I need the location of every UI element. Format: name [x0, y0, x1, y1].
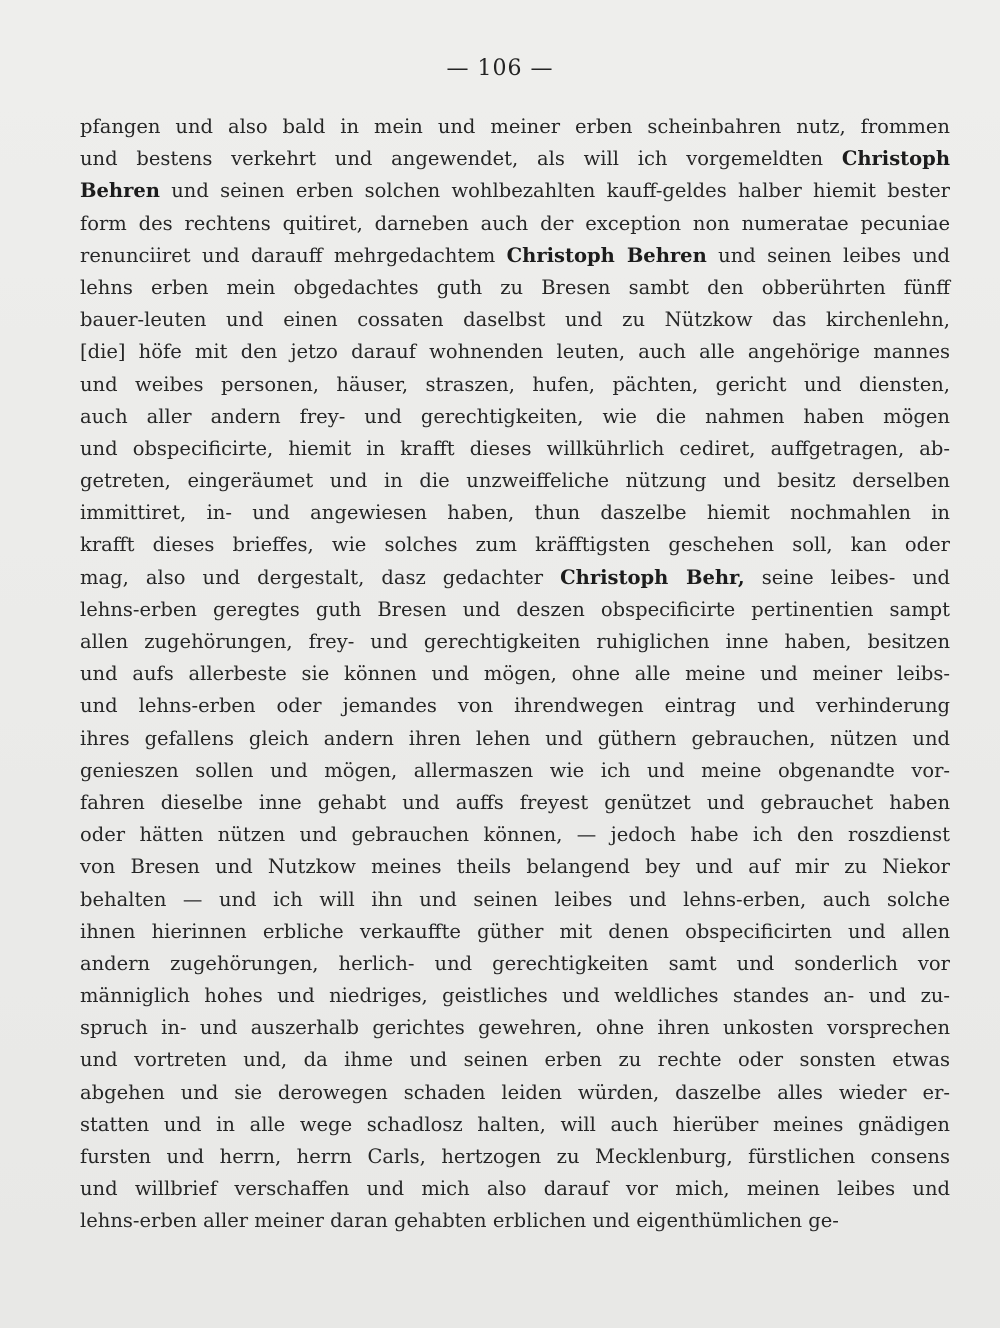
text-line: [80, 1077, 950, 1109]
text-segment: behalten — und ich will ihn und seinen leibes und lehns-erben, auch solche: [80, 887, 950, 911]
text-segment: mag, also und dergestalt, dasz gedachter: [80, 565, 561, 589]
text-line: [80, 1044, 950, 1076]
text-line: [80, 208, 950, 240]
body-text: [80, 111, 950, 1238]
bold-name: Christoph Behren: [506, 243, 707, 267]
text-segment: krafft dieses brieffes, wie solches zum kräfftigsten geschehen soll, kan oder: [80, 533, 950, 557]
text-segment: renunciiret und darauff mehrgedachtem: [80, 243, 507, 267]
text-line: [80, 884, 950, 916]
text-segment: oder hätten nützen und gebrauchen können, — jedoch habe ich den roszdienst: [80, 823, 950, 847]
text-segment: pfangen und also bald in mein und meiner erben scheinbahren nutz, frommen: [80, 115, 950, 138]
text-segment: und willbrief verschaffen und mich also darauf vor mich, meinen leibes und: [80, 1177, 950, 1201]
text-line: [80, 529, 950, 561]
text-line: [80, 1205, 950, 1237]
text-segment: bauer-leuten und einen cossaten daselbst und zu Nützkow das kirchenlehn,: [80, 308, 950, 332]
text-segment: seine leibes- und: [744, 565, 950, 589]
text-line: [80, 433, 950, 465]
text-line: [80, 690, 950, 722]
text-line: [80, 819, 950, 851]
text-segment: genieszen sollen und mögen, allermaszen wie ich und meine obgenandte vor-: [80, 758, 950, 782]
text-segment: form des rechtens quitiret, darneben auch der exception non numeratae pecuniae: [80, 211, 950, 235]
text-segment: ihres gefallens gleich andern ihren lehen und güthern gebrauchen, nützen und: [80, 726, 950, 750]
text-line: [80, 1012, 950, 1044]
text-segment: lehns-erben geregtes guth Bresen und deszen obspecificirte pertinentien sampt: [80, 597, 950, 621]
text-line: [80, 916, 950, 948]
text-segment: getreten, eingeräumet und in die unzweiffeliche nützung und besitz derselben: [80, 469, 950, 493]
text-line: [80, 1173, 950, 1205]
text-segment: statten und in alle wege schadlosz halten, will auch hierüber meines gnädigen: [80, 1112, 950, 1136]
text-line: [80, 1109, 950, 1141]
text-segment: allen zugehörungen, frey- und gerechtigkeiten ruhiglichen inne haben, besitzen: [80, 630, 950, 653]
text-line: [80, 272, 950, 304]
text-line: [80, 369, 950, 401]
text-segment: und vortreten und, da ihme und seinen erben zu rechte oder sonsten etwas: [80, 1048, 950, 1072]
text-segment: andern zugehörungen, herlich- und gerechtigkeiten samt und sonderlich vor: [80, 951, 950, 975]
text-segment: und seinen erben solchen wohlbezahlten kauff-geldes halber hiemit bester: [159, 179, 950, 203]
text-line: [80, 401, 950, 433]
text-line: [80, 755, 950, 787]
text-segment: und weibes personen, häuser, straszen, hufen, pächten, gericht und diensten,: [80, 372, 950, 396]
text-line: [80, 111, 950, 143]
text-line: [80, 787, 950, 819]
text-segment: spruch in- und auszerhalb gerichtes gewehren, ohne ihren unkosten vorsprechen: [80, 1016, 950, 1040]
text-segment: abgehen und sie derowegen schaden leiden würden, daszelbe alles wieder er-: [80, 1080, 950, 1104]
text-segment: und aufs allerbeste sie können und mögen, ohne alle meine und meiner leibs-: [80, 662, 950, 686]
text-segment: immittiret, in- und angewiesen haben, thun daszelbe hiemit nochmahlen in: [80, 501, 950, 525]
text-line: [80, 594, 950, 626]
text-line: [80, 658, 950, 690]
bold-name: Christoph: [841, 147, 950, 171]
text-line: [80, 304, 950, 336]
text-segment: und lehns-erben oder jemandes von ihrendwegen eintrag und verhinderung: [80, 694, 950, 718]
text-line: [80, 497, 950, 529]
text-segment: von Bresen und Nutzkow meines theils belangend bey und auf mir zu Niekor: [80, 855, 950, 879]
text-line: [80, 562, 950, 594]
text-segment: und bestens verkehrt und angewendet, als will ich vorgemeldten: [80, 147, 842, 171]
text-segment: fahren dieselbe inne gehabt und auffs freyest genützet und gebrauchet haben: [80, 790, 950, 814]
page-number: — 106 —: [446, 56, 554, 81]
text-line: [80, 240, 950, 272]
text-segment: lehns erben mein obgedachtes guth zu Bresen sambt den obberührten fünff: [80, 275, 950, 299]
text-line: [80, 175, 950, 207]
text-line: [80, 851, 950, 883]
text-line: [80, 980, 950, 1012]
text-line: [80, 143, 950, 175]
text-segment: lehns-erben aller meiner daran gehabten erblichen und eigenthümlichen ge-: [80, 1209, 839, 1233]
text-line: [80, 465, 950, 497]
text-line: [80, 723, 950, 755]
text-line: [80, 626, 950, 658]
text-line: [80, 336, 950, 368]
text-segment: und obspecificirte, hiemit in krafft dieses willkührlich cediret, auffgetragen, ab-: [80, 436, 950, 460]
text-segment: auch aller andern frey- und gerechtigkeiten, wie die nahmen haben mögen: [80, 404, 950, 428]
text-segment: [die] höfe mit den jetzo darauf wohnenden leuten, auch alle angehörige mannes: [80, 340, 950, 364]
bold-name: Behren: [80, 179, 160, 203]
text-line: [80, 1141, 950, 1173]
bold-name: Christoph Behr,: [560, 565, 745, 589]
text-segment: fursten und herrn, herrn Carls, hertzogen zu Mecklenburg, fürstlichen consens: [80, 1145, 950, 1168]
text-line: [80, 948, 950, 980]
text-segment: ihnen hierinnen erbliche verkauffte güther mit denen obspecificirten und allen: [80, 919, 950, 943]
text-segment: und seinen leibes und: [706, 243, 950, 267]
text-segment: männiglich hohes und niedriges, geistliches und weldliches standes an- und zu-: [80, 984, 950, 1008]
